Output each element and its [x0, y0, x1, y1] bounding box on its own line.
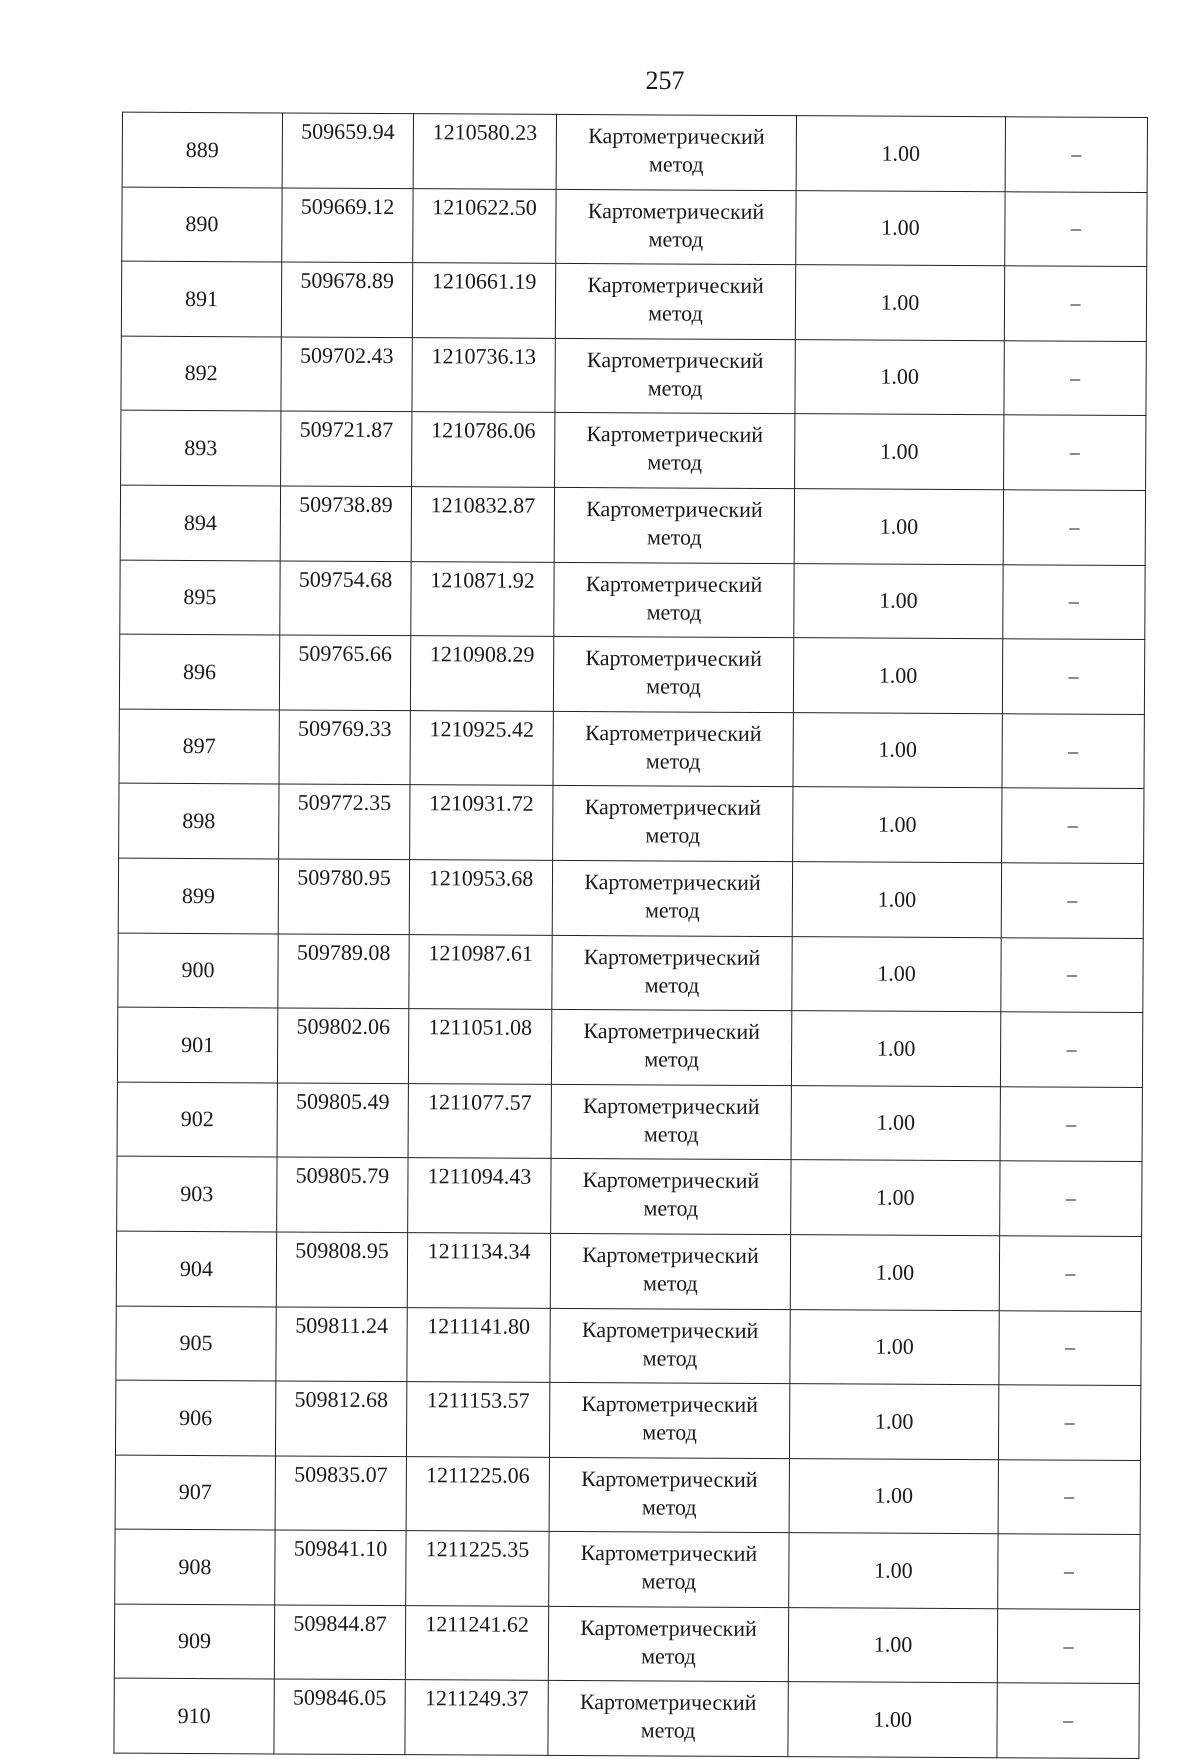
point-number-cell: 897 — [119, 709, 279, 784]
note-cell: – — [998, 1534, 1140, 1609]
table-row — [121, 411, 1146, 491]
x-coordinate-cell: 509789.08 — [278, 933, 409, 1008]
note-cell: – — [1004, 415, 1146, 490]
table-row — [120, 485, 1145, 565]
table-row — [115, 1380, 1140, 1460]
x-coordinate-cell: 509805.79 — [277, 1157, 408, 1232]
x-coordinate-cell: 509659.94 — [282, 113, 413, 188]
accuracy-cell: 1.00 — [792, 862, 1001, 938]
note-cell: – — [998, 1459, 1140, 1534]
method-line-2: метод — [646, 673, 701, 699]
point-number-cell: 891 — [121, 261, 281, 336]
method-cell — [549, 1532, 789, 1608]
method-cell — [555, 264, 795, 340]
method-line-1: Картометрический — [584, 869, 761, 895]
method-line-1: Картометрический — [585, 570, 763, 597]
method-line-1: Картометрический — [584, 794, 762, 821]
coordinates-table — [113, 112, 1148, 1759]
table-row — [116, 1231, 1141, 1311]
method-line-2: метод — [645, 822, 701, 849]
y-coordinate-cell: 1210580.23 — [413, 114, 556, 189]
point-number-cell: 908 — [115, 1529, 275, 1604]
method-line-2: метод — [647, 449, 703, 476]
x-coordinate-cell: 509811.24 — [276, 1306, 407, 1381]
method-line-2: метод — [647, 375, 703, 401]
table-row — [115, 1455, 1140, 1535]
method-line-1: Картометрический — [583, 1092, 760, 1119]
method-cell — [550, 1308, 790, 1384]
table-row — [117, 1007, 1142, 1087]
method-line-2: метод — [644, 971, 700, 998]
accuracy-cell: 1.00 — [793, 787, 1002, 863]
y-coordinate-cell: 1211134.34 — [407, 1233, 550, 1308]
table-row — [122, 112, 1147, 192]
accuracy-cell: 1.00 — [790, 1235, 999, 1311]
point-number-cell: 899 — [118, 858, 278, 933]
note-cell: – — [997, 1609, 1139, 1684]
accuracy-cell: 1.00 — [791, 1011, 1000, 1087]
method-line-2: метод — [643, 1195, 699, 1221]
note-cell: – — [1000, 1161, 1142, 1236]
method-line-2: метод — [643, 1270, 698, 1296]
note-cell: – — [1005, 117, 1147, 192]
y-coordinate-cell: 1210931.72 — [410, 785, 553, 860]
method-line-1: Картометрический — [587, 197, 765, 224]
y-coordinate-cell: 1210871.92 — [411, 561, 554, 636]
method-cell — [551, 1010, 791, 1086]
point-number-cell: 909 — [114, 1604, 274, 1679]
method-line-1: Картометрический — [584, 719, 762, 746]
method-line-2: метод — [645, 748, 701, 774]
x-coordinate-cell: 509678.89 — [281, 262, 412, 337]
point-number-cell: 892 — [121, 336, 281, 411]
y-coordinate-cell: 1211051.08 — [408, 1009, 551, 1084]
method-line-1: Картометрический — [585, 645, 762, 672]
note-cell: – — [998, 1385, 1140, 1460]
y-coordinate-cell: 1210925.42 — [410, 710, 553, 785]
x-coordinate-cell: 509780.95 — [278, 859, 409, 934]
x-coordinate-cell: 509844.87 — [274, 1605, 405, 1680]
method-line-2: метод — [640, 1717, 696, 1744]
table-row — [119, 634, 1144, 714]
y-coordinate-cell: 1210832.87 — [411, 487, 554, 562]
method-cell — [555, 338, 795, 414]
method-line-2: метод — [648, 300, 703, 326]
accuracy-cell: 1.00 — [793, 712, 1002, 788]
y-coordinate-cell: 1211077.57 — [408, 1083, 551, 1158]
x-coordinate-cell: 509738.89 — [280, 486, 411, 561]
note-cell: – — [1000, 1086, 1142, 1161]
method-line-1: Картометрический — [586, 346, 764, 373]
note-cell: – — [1004, 341, 1146, 416]
accuracy-cell: 1.00 — [789, 1384, 998, 1460]
method-cell — [551, 1159, 791, 1235]
accuracy-cell: 1.00 — [789, 1533, 998, 1609]
y-coordinate-cell: 1210622.50 — [413, 188, 556, 263]
method-line-1: Картометрический — [582, 1241, 759, 1268]
accuracy-cell: 1.00 — [796, 190, 1005, 266]
accuracy-cell: 1.00 — [791, 1085, 1000, 1161]
method-line-1: Картометрический — [586, 421, 764, 448]
table-row — [119, 709, 1144, 789]
method-cell — [549, 1382, 789, 1458]
method-line-2: метод — [641, 1568, 697, 1594]
point-number-cell: 901 — [117, 1007, 277, 1082]
method-cell — [554, 487, 794, 563]
method-cell — [552, 860, 792, 936]
method-line-1: Картометрический — [581, 1391, 759, 1418]
method-line-1: Картометрический — [580, 1540, 758, 1567]
note-cell: – — [1002, 788, 1144, 863]
point-number-cell: 890 — [122, 187, 282, 262]
method-line-2: метод — [646, 524, 702, 550]
point-number-cell: 902 — [117, 1082, 277, 1157]
method-line-1: Картометрический — [581, 1316, 759, 1343]
accuracy-cell: 1.00 — [795, 265, 1004, 341]
accuracy-cell: 1.00 — [795, 414, 1004, 490]
x-coordinate-cell: 509846.05 — [274, 1679, 405, 1754]
note-cell: – — [1002, 714, 1144, 789]
y-coordinate-cell: 1211225.35 — [406, 1531, 549, 1606]
method-line-2: метод — [641, 1494, 697, 1520]
table-row — [119, 783, 1144, 863]
method-line-1: Картометрический — [586, 496, 763, 522]
method-line-1: Картометрический — [588, 123, 765, 149]
table-row — [120, 560, 1145, 640]
y-coordinate-cell: 1210987.61 — [409, 934, 552, 1009]
point-number-cell: 910 — [114, 1679, 274, 1754]
table-row — [115, 1529, 1140, 1609]
table-row — [116, 1306, 1141, 1386]
method-cell — [548, 1681, 788, 1757]
x-coordinate-cell: 509769.33 — [279, 710, 410, 785]
accuracy-cell: 1.00 — [792, 936, 1001, 1012]
method-line-2: метод — [644, 1046, 699, 1072]
method-line-2: метод — [644, 897, 700, 923]
x-coordinate-cell: 509772.35 — [279, 784, 410, 859]
method-cell — [556, 189, 796, 265]
note-cell: – — [997, 1683, 1139, 1758]
x-coordinate-cell: 509805.49 — [277, 1083, 408, 1158]
y-coordinate-cell: 1210953.68 — [409, 860, 552, 935]
x-coordinate-cell: 509721.87 — [281, 411, 412, 486]
accuracy-cell: 1.00 — [789, 1458, 998, 1534]
y-coordinate-cell: 1210786.06 — [412, 412, 555, 487]
method-cell — [548, 1606, 788, 1682]
y-coordinate-cell: 1211225.06 — [406, 1456, 549, 1531]
point-number-cell: 906 — [115, 1380, 275, 1455]
method-cell — [554, 562, 794, 638]
page-number: 257 — [645, 66, 685, 95]
point-number-cell: 894 — [120, 485, 280, 560]
note-cell: – — [1003, 564, 1145, 639]
table-row — [117, 1156, 1142, 1236]
point-number-cell: 895 — [120, 560, 280, 635]
x-coordinate-cell: 509808.95 — [276, 1232, 407, 1307]
y-coordinate-cell: 1211141.80 — [407, 1307, 550, 1382]
table-body — [114, 112, 1148, 1758]
method-line-1: Картометрический — [579, 1689, 757, 1716]
point-number-cell: 903 — [117, 1156, 277, 1231]
method-cell — [552, 935, 792, 1011]
method-line-2: метод — [643, 1121, 699, 1147]
table-row — [121, 261, 1146, 341]
note-cell: – — [999, 1236, 1141, 1311]
point-number-cell: 907 — [115, 1455, 275, 1530]
method-line-1: Картометрический — [581, 1465, 758, 1492]
y-coordinate-cell: 1211153.57 — [406, 1382, 549, 1457]
note-cell: – — [1004, 266, 1146, 341]
method-line-2: метод — [641, 1643, 696, 1669]
x-coordinate-cell: 509754.68 — [280, 561, 411, 636]
note-cell: – — [1001, 863, 1143, 938]
note-cell: – — [999, 1310, 1141, 1385]
coordinates-table-wrapper — [113, 112, 1147, 1759]
accuracy-cell: 1.00 — [795, 339, 1004, 415]
y-coordinate-cell: 1211241.62 — [405, 1606, 548, 1681]
method-line-2: метод — [648, 225, 704, 252]
x-coordinate-cell: 509802.06 — [277, 1008, 408, 1083]
note-cell: – — [1000, 1012, 1142, 1087]
point-number-cell: 900 — [118, 933, 278, 1008]
accuracy-cell: 1.00 — [788, 1608, 997, 1684]
accuracy-cell: 1.00 — [793, 638, 1002, 714]
x-coordinate-cell: 509812.68 — [275, 1381, 406, 1456]
method-cell — [556, 114, 796, 190]
method-line-2: метод — [648, 151, 704, 177]
table-row — [117, 1082, 1142, 1162]
y-coordinate-cell: 1210736.13 — [412, 337, 555, 412]
method-line-1: Картометрический — [580, 1614, 757, 1641]
accuracy-cell: 1.00 — [794, 563, 1003, 639]
accuracy-cell: 1.00 — [791, 1160, 1000, 1236]
method-line-1: Картометрический — [583, 1018, 761, 1045]
y-coordinate-cell: 1210661.19 — [412, 263, 555, 338]
method-cell — [553, 711, 793, 787]
method-cell — [551, 1084, 791, 1160]
method-line-2: метод — [642, 1344, 698, 1371]
note-cell: – — [1001, 937, 1143, 1012]
method-line-1: Картометрический — [583, 943, 761, 970]
point-number-cell: 889 — [122, 112, 282, 187]
note-cell: – — [1003, 490, 1145, 565]
x-coordinate-cell: 509835.07 — [275, 1456, 406, 1531]
y-coordinate-cell: 1210908.29 — [410, 636, 553, 711]
note-cell: – — [1002, 639, 1144, 714]
accuracy-cell: 1.00 — [790, 1309, 999, 1385]
x-coordinate-cell: 509841.10 — [275, 1530, 406, 1605]
y-coordinate-cell: 1211094.43 — [408, 1158, 551, 1233]
method-cell — [549, 1457, 789, 1533]
point-number-cell: 905 — [116, 1306, 276, 1381]
point-number-cell: 896 — [119, 634, 279, 709]
table-row — [122, 187, 1147, 267]
table-row — [114, 1679, 1139, 1759]
table-row — [121, 336, 1146, 416]
method-line-2: метод — [646, 598, 702, 625]
table-row — [118, 933, 1143, 1013]
point-number-cell: 898 — [119, 783, 279, 858]
x-coordinate-cell: 509702.43 — [281, 337, 412, 412]
method-cell — [553, 786, 793, 862]
x-coordinate-cell: 509669.12 — [282, 188, 413, 263]
x-coordinate-cell: 509765.66 — [279, 635, 410, 710]
method-cell — [553, 637, 793, 713]
table-row — [118, 858, 1143, 938]
method-line-2: метод — [642, 1419, 697, 1445]
method-line-1: Картометрический — [587, 272, 764, 299]
point-number-cell: 904 — [116, 1231, 276, 1306]
point-number-cell: 893 — [121, 411, 281, 486]
method-cell — [555, 413, 795, 489]
y-coordinate-cell: 1211249.37 — [405, 1680, 548, 1755]
accuracy-cell: 1.00 — [794, 489, 1003, 565]
accuracy-cell: 1.00 — [796, 116, 1005, 192]
method-cell — [550, 1233, 790, 1309]
table-row — [114, 1604, 1139, 1684]
accuracy-cell: 1.00 — [788, 1682, 997, 1758]
note-cell: – — [1005, 191, 1147, 266]
method-line-1: Картометрический — [582, 1167, 760, 1194]
